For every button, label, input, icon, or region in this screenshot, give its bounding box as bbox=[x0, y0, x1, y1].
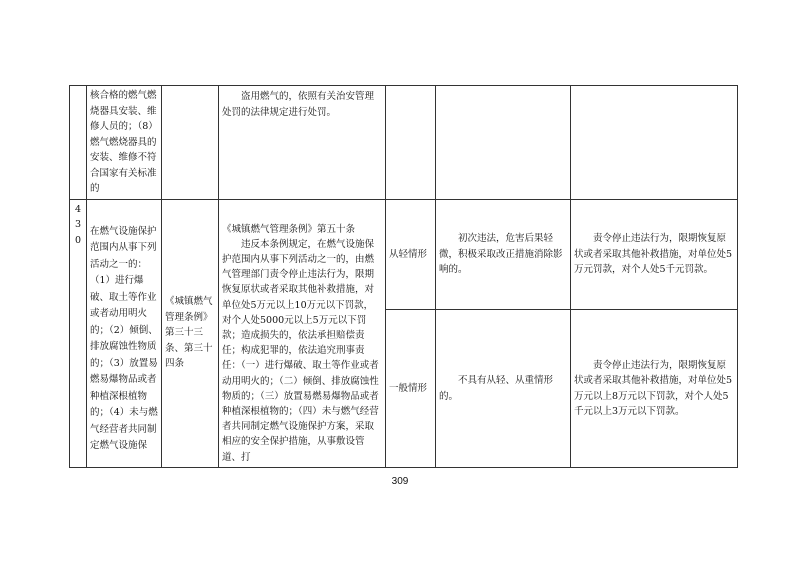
legal-basis-cell bbox=[162, 86, 219, 200]
table-row-previous bbox=[70, 86, 738, 200]
penalty-general: 责令停止违法行为，限期恢复原状或者采取其他补救措施，对单位处5万元以上8万元以下罚款，对个人处5千元以上3万元以下罚款。 bbox=[571, 310, 738, 467]
illegal-behavior-text: 在燃气设施保护范围内从事下列活动之一的：（1）进行爆破、取土等作业或者动用明火的；（2）倾倒、排放腐蚀性物质的；（3）放置易燃易爆物品或者种植深根植物的；（4）未与燃气经营者共同制定燃气设施保 bbox=[90, 225, 158, 451]
legal-basis-cell: 《城镇燃气管理条例》第三十三条、第三十四条 bbox=[162, 199, 219, 467]
penalty-standard-table bbox=[69, 85, 738, 468]
standard-light: 初次违法，危害后果轻微，积极采取改正措施消除影响的。 bbox=[436, 199, 571, 310]
illegal-behavior-cell bbox=[87, 199, 162, 467]
row-number-cell bbox=[70, 86, 87, 200]
situation-light: 从轻情形 bbox=[386, 199, 436, 310]
table-row-430-light bbox=[70, 199, 738, 310]
penalty-basis-cell bbox=[219, 86, 386, 200]
penalty-basis-cell bbox=[219, 199, 386, 467]
page-number: 309 bbox=[391, 476, 409, 487]
penalty-basis-title: 《城镇燃气管理条例》第五十条 bbox=[222, 223, 356, 235]
penalty-light: 责令停止违法行为，限期恢复原状或者采取其他补救措施，对单位处5万元罚款，对个人处5千元罚款。 bbox=[571, 199, 738, 310]
standard-general: 不具有从轻、从重情形的。 bbox=[436, 310, 571, 467]
illegal-behavior-cell: 核合格的燃气燃烧器具安装、维修人员的；（8）燃气燃烧器具的安装、维修不符合国家有关标准的 bbox=[87, 86, 162, 200]
row-number-cell: 430 bbox=[70, 199, 87, 467]
penalty-basis-text: 违反本条例规定，在燃气设施保护范围内从事下列活动之一的，由燃气管理部门责令停止违法行为，限期恢复原状或者采取其他补救措施，对单位处5万元以上10万元以下罚款，对个人处5000元以上5万元以下罚款；造成损失的，依法承担赔偿责任；构成犯罪的，依法追究刑事责任：（一）进行爆破、取土等作业或者动用明火的；（二）倾倒、排放腐蚀性物质的；（三）放置易燃易爆物品或者种植深根植物的；（四）未与燃气经营者共同制定燃气设施保护方案，采取相应的安全保护措施，从事敷设管道、打 bbox=[222, 238, 379, 463]
situation-cell bbox=[386, 86, 436, 200]
penalty-cell bbox=[571, 86, 738, 200]
penalty-basis-text: 盗用燃气的，依照有关治安管理处罚的法律规定进行处罚。 bbox=[222, 91, 375, 118]
standard-cell bbox=[436, 86, 571, 200]
situation-general: 一般情形 bbox=[386, 310, 436, 467]
